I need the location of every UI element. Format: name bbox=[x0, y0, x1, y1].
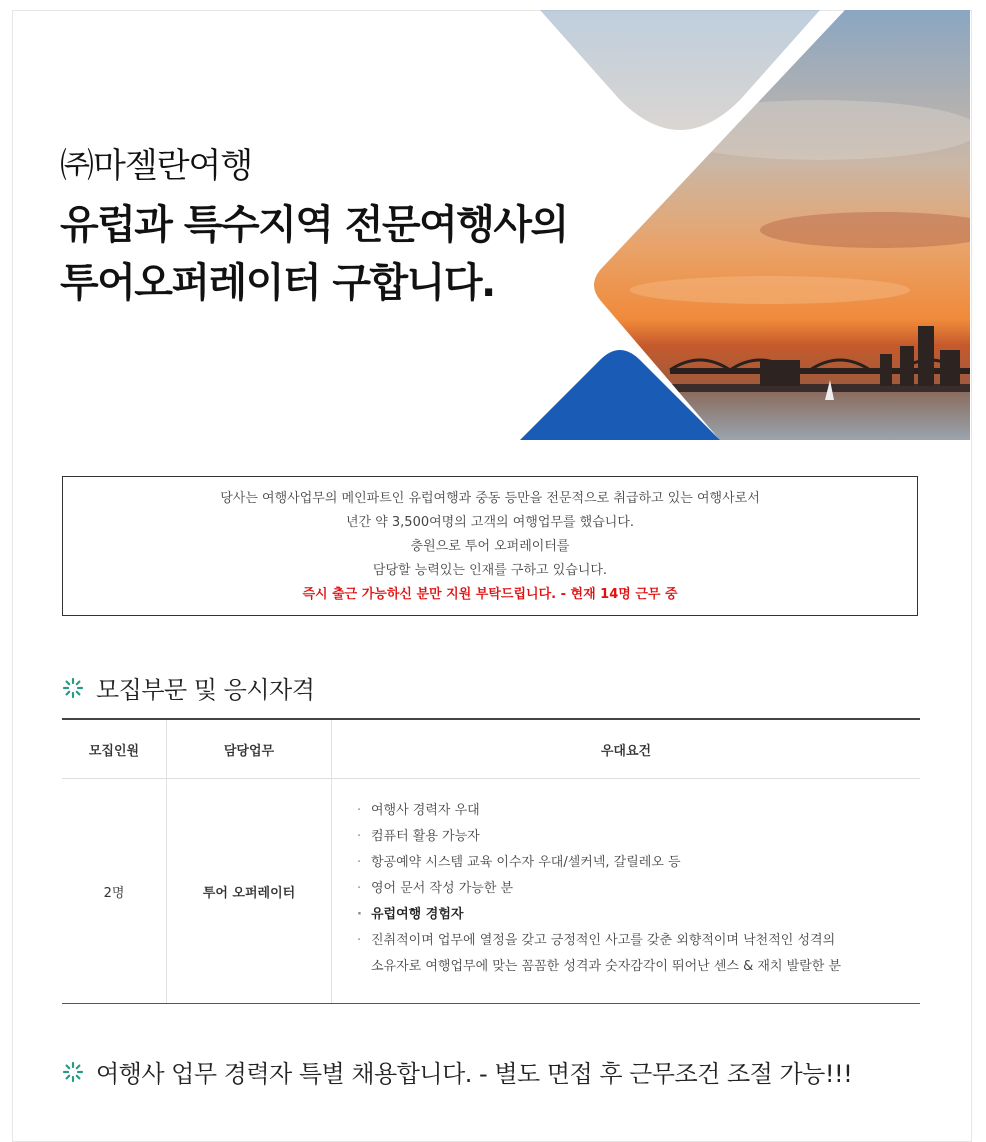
headline-line-1: 유럽과 특수지역 전문여행사의 bbox=[60, 202, 568, 248]
section-title-special-hiring bbox=[62, 1054, 852, 1089]
column-header: 모집인원 bbox=[62, 719, 167, 779]
list-item: · 유럽여행 경험자 bbox=[357, 902, 919, 928]
list-item: · 영어 문서 작성 가능한 분 bbox=[357, 876, 919, 902]
column-header: 담당업무 bbox=[167, 719, 332, 779]
intro-line: 충원으로 투어 오퍼레이터를 bbox=[410, 539, 570, 554]
recruitment-table bbox=[62, 718, 920, 1004]
company-name: ㈜마젤란여행 bbox=[60, 146, 253, 186]
headline bbox=[60, 196, 568, 312]
intro-highlight: 즉시 출근 가능하신 분만 지원 부탁드립니다. - 현재 14명 근무 중 bbox=[302, 587, 678, 602]
table-header-row bbox=[62, 719, 920, 779]
intro-line: 년간 약 3,500여명의 고객의 여행업무를 했습니다. bbox=[345, 515, 635, 530]
section-title-recruitment bbox=[62, 670, 314, 705]
section-title-text: 여행사 업무 경력자 특별 채용합니다. - 별도 면접 후 근무조건 조절 가능!!! bbox=[96, 1060, 853, 1088]
headline-line-2: 투어오퍼레이터 구합니다. bbox=[60, 260, 495, 306]
list-item: · 항공예약 시스템 교육 이수자 우대/셀커넥, 갈릴레오 등 bbox=[357, 850, 919, 876]
section-title-text: 모집부문 및 응시자격 bbox=[96, 676, 315, 704]
list-item: · 여행사 경력자 우대 bbox=[357, 798, 919, 824]
list-item-continuation: 소유자로 여행업무에 맞는 꼼꼼한 성격과 숫자감각이 뛰어난 센스 & 재치 발랄한 분 bbox=[371, 959, 842, 974]
spinner-icon bbox=[62, 1061, 84, 1083]
intro-line: 당사는 여행사업무의 메인파트인 유럽여행과 중동 등만을 전문적으로 취급하고 있는 여행사로서 bbox=[220, 491, 760, 506]
column-header: 우대요건 bbox=[332, 719, 921, 779]
intro-box bbox=[62, 476, 918, 616]
table-row bbox=[62, 779, 920, 1004]
intro-line: 담당할 능력있는 인재를 구하고 있습니다. bbox=[372, 563, 608, 578]
cell-count: 2명 bbox=[62, 779, 167, 1004]
hero-sunset-image bbox=[520, 10, 970, 440]
requirements-list bbox=[333, 780, 919, 1002]
list-item: · 컴퓨터 활용 가능자 bbox=[357, 824, 919, 850]
cell-requirements bbox=[332, 779, 921, 1004]
spinner-icon bbox=[62, 677, 84, 699]
cell-duty: 투어 오퍼레이터 bbox=[167, 779, 332, 1004]
list-item: · 진취적이며 업무에 열정을 갖고 긍정적인 사고를 갖춘 외향적이며 낙천적인 성격의 bbox=[357, 928, 919, 954]
